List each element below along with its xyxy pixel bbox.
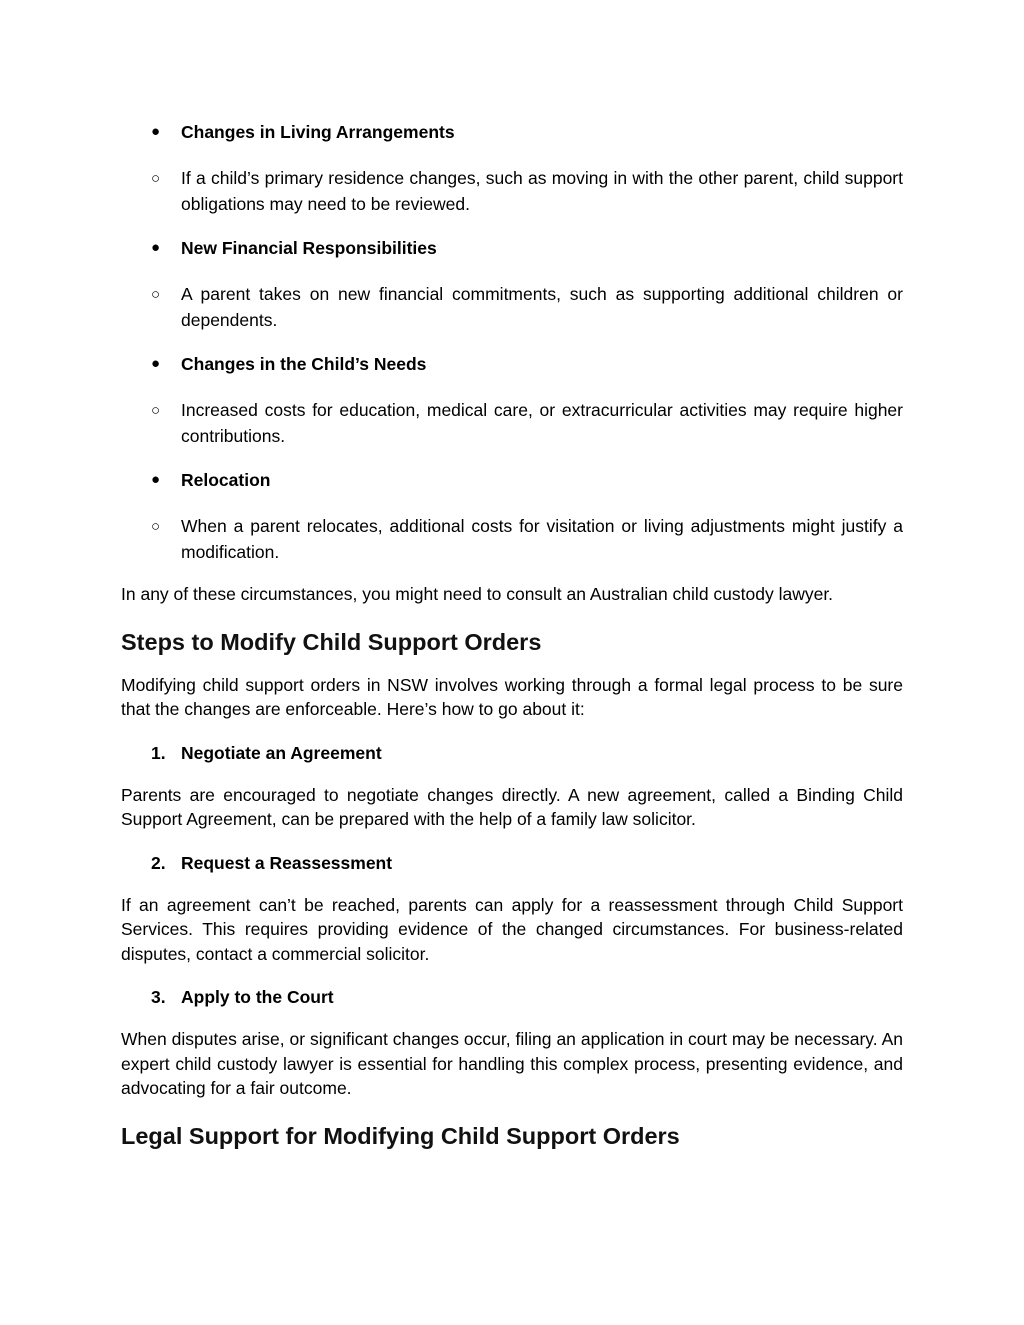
list-subitem-text: A parent takes on new financial commitments, such as supporting additional children or dependents. — [181, 284, 903, 330]
list-subitem-text: Increased costs for education, medical care, or extracurricular activities may require higher contributions. — [181, 400, 903, 446]
bullet-marker: ● — [151, 355, 161, 372]
list-item-title: New Financial Responsibilities — [181, 238, 437, 258]
section-heading-legal-support: Legal Support for Modifying Child Support Orders — [121, 1122, 680, 1149]
list-subitem-text: If a child’s primary residence changes, such as moving in with the other parent, child support obligations may need to be reviewed. — [181, 168, 903, 214]
step-title: Negotiate an Agreement — [181, 742, 382, 763]
sub-bullet-marker: ○ — [151, 518, 161, 535]
document-page — [121, 118, 903, 1167]
step-heading — [121, 849, 903, 877]
steps-intro-paragraph: Modifying child support orders in NSW involves working through a formal legal process to be sure that the changes are enforceable. Here’s how to go about it: — [121, 674, 903, 719]
list-item — [121, 234, 903, 262]
list-item-title: Changes in the Child’s Needs — [181, 354, 427, 374]
step-heading — [121, 739, 903, 767]
list-item — [121, 118, 903, 146]
list-subitem — [121, 397, 903, 449]
section-heading-steps: Steps to Modify Child Support Orders — [121, 628, 542, 655]
bullet-marker: ● — [151, 239, 161, 256]
sub-bullet-marker: ○ — [151, 170, 161, 187]
step-number: 1. — [151, 742, 166, 763]
bullet-marker: ● — [151, 471, 161, 488]
list-item-title: Changes in Living Arrangements — [181, 122, 455, 142]
list-subitem-text: When a parent relocates, additional costs for visitation or living adjustments might justify a modification. — [181, 516, 903, 562]
step-body: Parents are encouraged to negotiate changes directly. A new agreement, called a Binding Child Support Agreement, can be prepared with the help of a family law solicitor. — [121, 784, 903, 829]
step-heading — [121, 983, 903, 1011]
step-body: When disputes arise, or significant changes occur, filing an application in court may be necessary. An expert child custody lawyer is essential for handling this complex process, presenting evidence, and advocating for a fair outcome. — [121, 1029, 903, 1098]
list-subitem — [121, 165, 903, 217]
sub-bullet-marker: ○ — [151, 286, 161, 303]
list-item-title: Relocation — [181, 470, 271, 490]
list-subitem — [121, 513, 903, 565]
list-subitem — [121, 281, 903, 333]
bullet-marker: ● — [151, 123, 161, 140]
step-body: If an agreement can’t be reached, parents can apply for a reassessment through Child Support Services. This requires providing evidence of the changed circumstances. For business-related disputes, contact a commercial solicitor. — [121, 894, 903, 964]
step-number: 3. — [151, 987, 166, 1007]
list-item — [121, 466, 903, 494]
sub-bullet-marker: ○ — [151, 402, 161, 419]
circumstances-paragraph: In any of these circumstances, you might need to consult an Australian child custody lawyer. — [121, 584, 834, 604]
step-number: 2. — [151, 852, 166, 873]
step-title: Request a Reassessment — [181, 852, 393, 873]
list-item — [121, 350, 903, 378]
step-title: Apply to the Court — [181, 987, 334, 1007]
